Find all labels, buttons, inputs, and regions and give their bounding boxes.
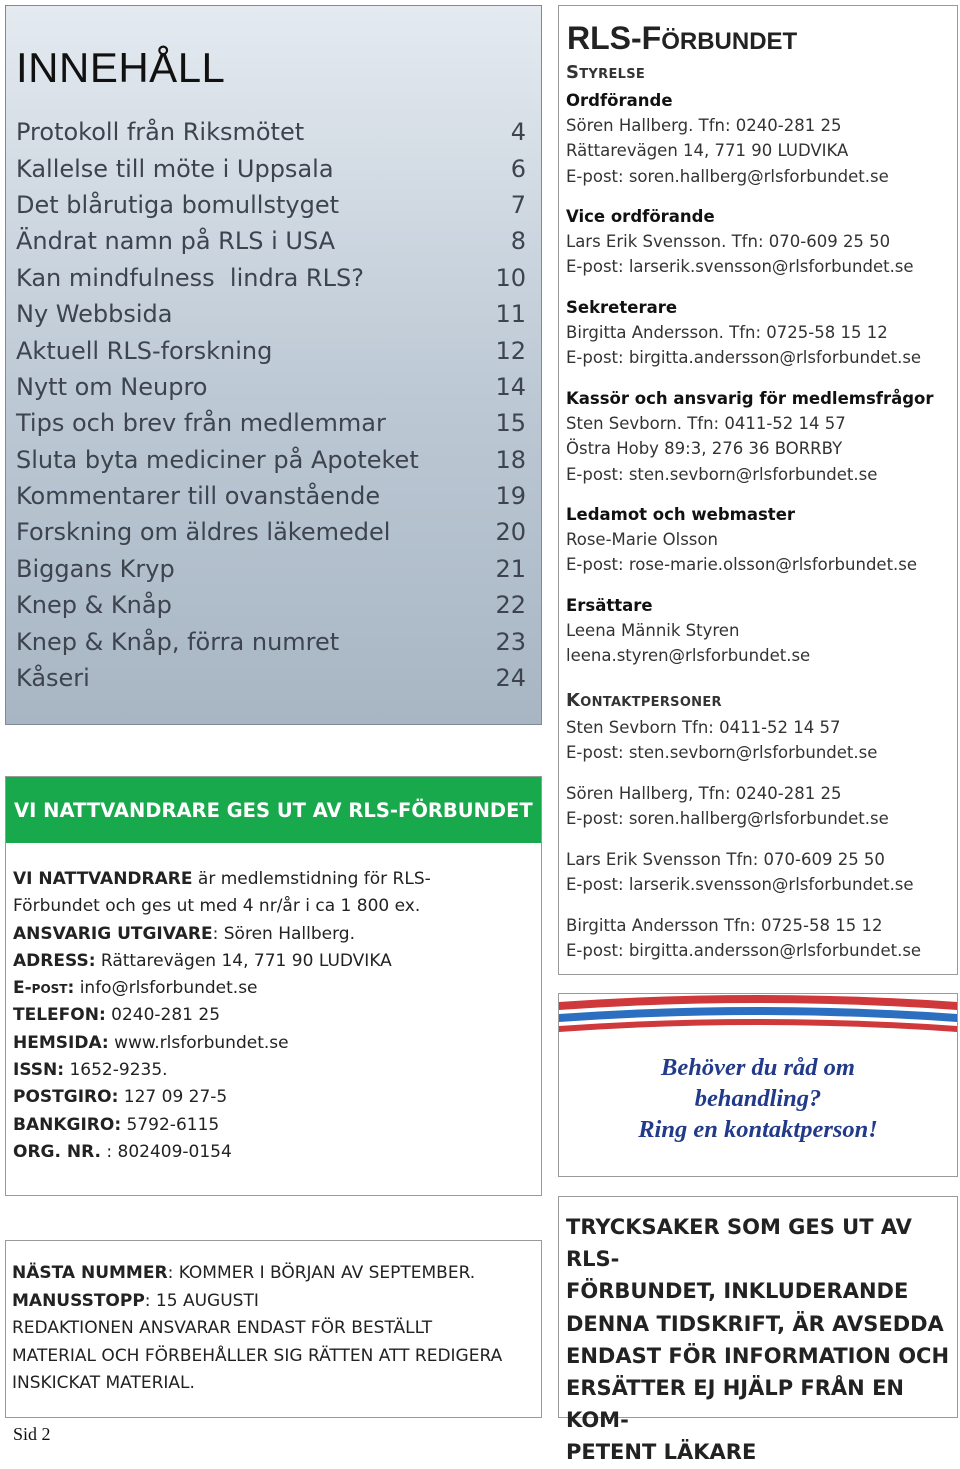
email-link[interactable]: E-post: sten.sevborn@rlsforbundet.se xyxy=(566,464,878,484)
toc-item-page: 7 xyxy=(510,190,526,219)
role-label: Sekreterare xyxy=(566,298,678,317)
toc-item-title: Kåseri xyxy=(16,664,90,693)
toc-item[interactable] xyxy=(16,405,526,441)
role-label: Ordförande xyxy=(566,91,673,110)
board-vice-chair xyxy=(566,207,914,283)
toc-item-title: Ny Webbsida xyxy=(16,300,173,329)
contact-line: Leena Männik Styren xyxy=(566,621,740,641)
organization-box xyxy=(558,5,958,975)
info-text: 127 09 27-5 xyxy=(118,1087,228,1108)
disclaimer-line: TRYCKSAKER SOM GES UT AV RLS- xyxy=(566,1215,912,1272)
toc-item-page: 15 xyxy=(495,409,526,438)
info-text: Förbundet och ges ut med 4 nr/år i ca 1 800 ex. xyxy=(13,896,421,917)
email-link[interactable]: E-post: soren.hallberg@rlsforbundet.se xyxy=(566,809,889,829)
next-text: MATERIAL OCH FÖRBEHÅLLER SIG RÄTTEN ATT REDIGERA xyxy=(12,1345,503,1366)
info-text: : Sören Hallberg. xyxy=(212,923,355,944)
page-number: Sid 2 xyxy=(13,1424,51,1444)
toc-title: INNEHÅLL xyxy=(16,44,226,91)
info-label: HEMSIDA: xyxy=(13,1032,109,1053)
stripe-graphic xyxy=(559,994,957,1044)
disclaimer-text xyxy=(566,1211,957,1469)
stripe-red xyxy=(559,1019,957,1032)
toc-item-title: Sluta byta mediciner på Apoteket xyxy=(16,445,419,474)
info-text: : 802409-0154 xyxy=(100,1141,232,1162)
contact-line: Rose-Marie Olsson xyxy=(566,530,718,550)
toc-item[interactable] xyxy=(16,150,526,186)
toc-item-page: 6 xyxy=(510,154,526,183)
role-label: Ersättare xyxy=(566,596,653,615)
contact-line: Östra Hoby 89:3, 276 36 BORRBY xyxy=(566,439,843,459)
info-text: 0240-281 25 xyxy=(105,1005,221,1026)
toc-item-title: Kommentarer till ovanstående xyxy=(16,482,381,511)
disclaimer-line: ERSÄTTER EJ HJÄLP FRÅN EN KOM- xyxy=(566,1376,904,1433)
info-label: E-post: xyxy=(13,978,75,999)
toc-item-page: 24 xyxy=(495,664,526,693)
organization-title xyxy=(567,20,797,57)
toc-item-title: Aktuell RLS-forskning xyxy=(16,336,273,365)
next-text: INSKICKAT MATERIAL. xyxy=(12,1373,195,1393)
toc-item[interactable] xyxy=(16,660,526,696)
contacts-heading: Kontaktpersoner xyxy=(566,690,722,711)
toc-item-title: Kan mindfulness lindra RLS? xyxy=(16,263,364,292)
email-link[interactable]: leena.styren@rlsforbundet.se xyxy=(566,646,811,666)
toc-item[interactable] xyxy=(16,260,526,296)
email-link[interactable]: E-post: larserik.svensson@rlsforbundet.se xyxy=(566,257,914,277)
stripe-decoration xyxy=(559,994,957,1044)
disclaimer-line: DENNA TIDSKRIFT, ÄR AVSEDDA xyxy=(566,1311,944,1336)
contact-line: Sten Sevborn. Tfn: 0411-52 14 57 xyxy=(566,414,846,434)
contact-line: Sören Hallberg. Tfn: 0240-281 25 xyxy=(566,116,842,136)
info-text: 1652-9235. xyxy=(64,1060,168,1081)
toc-item-title: Det blårutiga bomullstyget xyxy=(16,190,339,219)
contact-line: Lars Erik Svensson. Tfn: 070-609 25 50 xyxy=(566,232,891,252)
info-label: ISSN: xyxy=(13,1060,65,1081)
email-link[interactable]: E-post: rose-marie.olsson@rlsforbundet.se xyxy=(566,555,918,575)
disclaimer-box xyxy=(558,1196,958,1465)
contact-person xyxy=(566,916,921,966)
contact-line: Birgitta Andersson. Tfn: 0725-58 15 12 xyxy=(566,323,888,343)
info-text: 5792-6115 xyxy=(121,1114,220,1135)
email-link[interactable]: E-post: larserik.svensson@rlsforbundet.se xyxy=(566,875,914,895)
contact-line: Lars Erik Svensson Tfn: 070-609 25 50 xyxy=(566,850,885,869)
advice-line: Behöver du råd om xyxy=(661,1054,855,1081)
contact-line: Sten Sevborn Tfn: 0411-52 14 57 xyxy=(566,718,841,737)
advice-text xyxy=(559,1052,957,1145)
publication-info-heading: VI NATTVANDRARE GES UT AV RLS-FÖRBUNDET xyxy=(6,777,541,843)
toc-item-title: Nytt om Neupro xyxy=(16,372,208,401)
toc-item[interactable] xyxy=(16,187,526,223)
org-title-main: RLS-F xyxy=(567,20,662,56)
role-label: Vice ordförande xyxy=(566,207,715,226)
next-text: : 15 AUGUSTI xyxy=(144,1290,259,1311)
info-label: ORG. NR. xyxy=(13,1141,101,1162)
next-label: NÄSTA NUMMER xyxy=(12,1263,168,1283)
toc-item[interactable] xyxy=(16,114,526,150)
email-link[interactable]: E-post: birgitta.andersson@rlsforbundet.se xyxy=(566,348,922,368)
next-text: : KOMMER I BÖRJAN AV SEPTEMBER. xyxy=(167,1263,476,1283)
toc-item-title: Tips och brev från medlemmar xyxy=(16,409,386,438)
publication-info xyxy=(5,776,542,1196)
toc-item-page: 12 xyxy=(495,336,526,365)
advice-ad xyxy=(558,993,958,1177)
info-label: VI NATTVANDRARE xyxy=(13,869,193,889)
toc-item-page: 18 xyxy=(495,445,526,474)
info-email[interactable]: info@rlsforbundet.se xyxy=(74,978,258,999)
toc-item[interactable] xyxy=(16,332,526,368)
next-issue-body xyxy=(12,1263,502,1401)
role-label: Ledamot och webmaster xyxy=(566,505,796,524)
info-text: är medlemstidning för RLS- xyxy=(192,869,431,889)
info-text: Rättarevägen 14, 771 90 LUDVIKA xyxy=(95,950,392,971)
board-chair xyxy=(566,91,889,192)
info-label: BANKGIRO: xyxy=(13,1114,122,1135)
toc-item-page: 8 xyxy=(510,227,526,256)
toc-item[interactable] xyxy=(16,296,526,332)
toc-item-page: 21 xyxy=(495,554,526,583)
disclaimer-line: FÖRBUNDET, INKLUDERANDE xyxy=(566,1279,909,1304)
toc-item[interactable] xyxy=(16,442,526,478)
toc-item-page: 14 xyxy=(495,372,526,401)
toc-item-title: Forskning om äldres läkemedel xyxy=(16,518,391,547)
disclaimer-line: PETENT LÄKARE xyxy=(566,1440,757,1465)
advice-line: behandling? xyxy=(694,1085,822,1112)
toc-item-page: 23 xyxy=(495,627,526,656)
board-treasurer xyxy=(566,389,934,490)
contact-line: Sören Hallberg, Tfn: 0240-281 25 xyxy=(566,784,842,803)
toc-item[interactable] xyxy=(16,551,526,587)
toc-list xyxy=(16,114,526,696)
toc-item[interactable] xyxy=(16,369,526,405)
toc-item-page: 20 xyxy=(495,518,526,547)
toc-item[interactable] xyxy=(16,587,526,623)
board-webmaster xyxy=(566,505,917,581)
board-substitute xyxy=(566,596,810,672)
advice-line: Ring en kontaktperson! xyxy=(638,1116,878,1143)
contact-person xyxy=(566,718,877,768)
toc-item-title: Biggans Kryp xyxy=(16,554,175,583)
toc-item-page: 10 xyxy=(495,263,526,292)
info-label: ANSVARIG UTGIVARE xyxy=(13,923,213,944)
org-title-rest: ÖRBUNDET xyxy=(661,28,798,55)
toc-item-title: Knep & Knåp xyxy=(16,591,172,620)
publication-info-body xyxy=(13,869,431,1169)
toc-item[interactable] xyxy=(16,514,526,550)
toc-item-title: Protokoll från Riksmötet xyxy=(16,118,305,147)
info-label: ADRESS: xyxy=(13,950,96,971)
toc-item-page: 19 xyxy=(495,482,526,511)
table-of-contents xyxy=(5,5,542,725)
next-text: REDAKTIONEN ANSVARAR ENDAST FÖR BESTÄLLT xyxy=(12,1318,433,1338)
contact-line: Rättarevägen 14, 771 90 LUDVIKA xyxy=(566,141,849,161)
email-link[interactable]: E-post: sten.sevborn@rlsforbundet.se xyxy=(566,743,878,763)
toc-item-page: 11 xyxy=(495,300,526,329)
board-secretary xyxy=(566,298,921,374)
disclaimer-line: ENDAST FÖR INFORMATION OCH xyxy=(566,1343,950,1368)
toc-item[interactable] xyxy=(16,623,526,659)
contact-line: Birgitta Andersson Tfn: 0725-58 15 12 xyxy=(566,916,883,935)
board-heading: Styrelse xyxy=(566,62,646,83)
email-link[interactable]: E-post: soren.hallberg@rlsforbundet.se xyxy=(566,166,889,186)
next-label: MANUSSTOPP xyxy=(12,1290,145,1311)
toc-item[interactable] xyxy=(16,223,526,259)
info-label: POSTGIRO: xyxy=(13,1087,119,1108)
toc-item-title: Kallelse till möte i Uppsala xyxy=(16,154,334,183)
toc-item-page: 4 xyxy=(510,118,526,147)
contact-person xyxy=(566,784,889,834)
email-link[interactable]: E-post: birgitta.andersson@rlsforbundet.se xyxy=(566,941,922,961)
info-website-link[interactable]: www.rlsforbundet.se xyxy=(108,1032,289,1053)
contact-person xyxy=(566,850,914,900)
toc-item-page: 22 xyxy=(495,591,526,620)
next-issue-box xyxy=(5,1240,542,1418)
toc-item-title: Ändrat namn på RLS i USA xyxy=(16,227,336,256)
role-label: Kassör och ansvarig för medlemsfrågor xyxy=(566,389,934,408)
toc-item-title: Knep & Knåp, förra numret xyxy=(16,627,340,656)
info-label: TELEFON: xyxy=(13,1005,106,1026)
toc-item[interactable] xyxy=(16,478,526,514)
